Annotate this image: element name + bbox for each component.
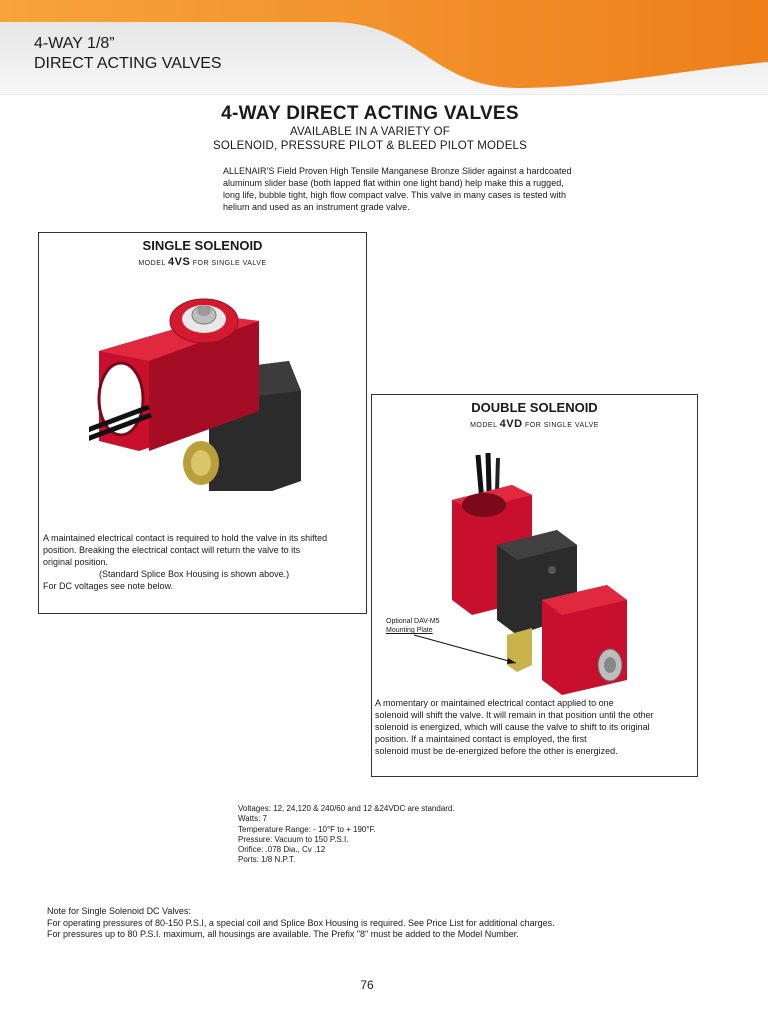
desc-line: (Standard Splice Box Housing is shown above.) — [99, 569, 290, 579]
intro-line: helium and used as an instrument grade valve. — [223, 202, 410, 212]
page-header — [0, 0, 768, 95]
header-line-1: 4-WAY 1/8” — [34, 35, 115, 52]
single-solenoid-title: SINGLE SOLENOID — [142, 238, 263, 253]
header-title — [34, 34, 222, 74]
single-solenoid-panel — [38, 232, 367, 614]
model-prefix: MODEL — [470, 422, 498, 429]
model-suffix: FOR SINGLE VALVE — [192, 260, 267, 267]
callout-leader-line — [412, 633, 522, 673]
desc-line: position. Breaking the electrical contact will return the valve to its — [43, 545, 301, 555]
callout-line-2: Mounting Plate — [386, 627, 433, 634]
spec-line: Orifice: .078 Dia., Cv .12 — [238, 845, 326, 855]
specifications-list — [238, 804, 455, 866]
single-solenoid-valve-image — [89, 291, 309, 491]
spec-line: Pressure: Vacuum to 150 P.S.I. — [238, 834, 349, 844]
intro-line: aluminum slider base (both lapped flat within one light band) help make this a rugged, — [223, 178, 564, 188]
desc-line: A momentary or maintained electrical contact applied to one — [375, 698, 614, 708]
model-prefix: MODEL — [138, 260, 166, 267]
note-line: Note for Single Solenoid DC Valves: — [47, 906, 191, 916]
model-number: 4VS — [167, 256, 191, 268]
desc-line: solenoid will shift the valve. It will remain in that position until the other — [375, 710, 654, 720]
spec-line: Ports: 1/8 N.P.T. — [238, 855, 296, 865]
double-solenoid-title: DOUBLE SOLENOID — [471, 400, 598, 415]
model-suffix: FOR SINGLE VALVE — [525, 422, 599, 429]
intro-line: ALLENAIR’S Field Proven High Tensile Manganese Bronze Slider against a hardcoated — [223, 166, 572, 176]
double-solenoid-panel — [371, 394, 698, 777]
single-model-line — [39, 256, 366, 268]
spec-line: Voltages: 12, 24,120 & 240/60 and 12 &24VDC are standard. — [238, 804, 455, 813]
desc-line: position. If a maintained contact is employed, the first — [375, 734, 587, 744]
desc-line: solenoid must be de-energized before the other is energized. — [375, 746, 618, 756]
spec-line: Temperature Range: - 10°F to + 190°F. — [238, 824, 376, 834]
spec-line: Watts: 7 — [238, 814, 268, 824]
desc-line: A maintained electrical contact is required to hold the valve in its shifted — [43, 533, 328, 543]
intro-line: long life, bubble tight, high flow compact valve. This valve in many cases is tested with — [223, 190, 567, 200]
intro-paragraph — [223, 165, 613, 213]
callout-line-1: Optional DAV-M5 — [386, 618, 440, 625]
single-description — [43, 532, 363, 592]
double-model-line — [372, 418, 697, 430]
note-line: For pressures up to 80 P.S.I. maximum, all housings are available. The Prefix "8" must be added to the Model Number. — [47, 929, 519, 939]
subtitle-line-1: AVAILABLE IN A VARIETY OF — [289, 126, 451, 138]
desc-line: For DC voltages see note below. — [43, 581, 174, 591]
dc-valve-note — [47, 906, 555, 941]
subtitle-line-2: SOLENOID, PRESSURE PILOT & BLEED PILOT MODELS — [212, 140, 528, 152]
page-number: 76 — [360, 978, 374, 992]
note-line: For operating pressures of 80-150 P.S.I, a special coil and Splice Box Housing is required. See Price List for additional charges. — [47, 917, 555, 928]
desc-line: original position. — [43, 557, 109, 567]
model-number: 4VD — [499, 418, 523, 430]
double-description — [375, 697, 695, 757]
page-title: 4-WAY DIRECT ACTING VALVES — [221, 103, 519, 124]
desc-line: solenoid is energized, which will cause the valve to shift to its original — [375, 722, 650, 732]
header-line-2: DIRECT ACTING VALVES — [34, 55, 222, 72]
